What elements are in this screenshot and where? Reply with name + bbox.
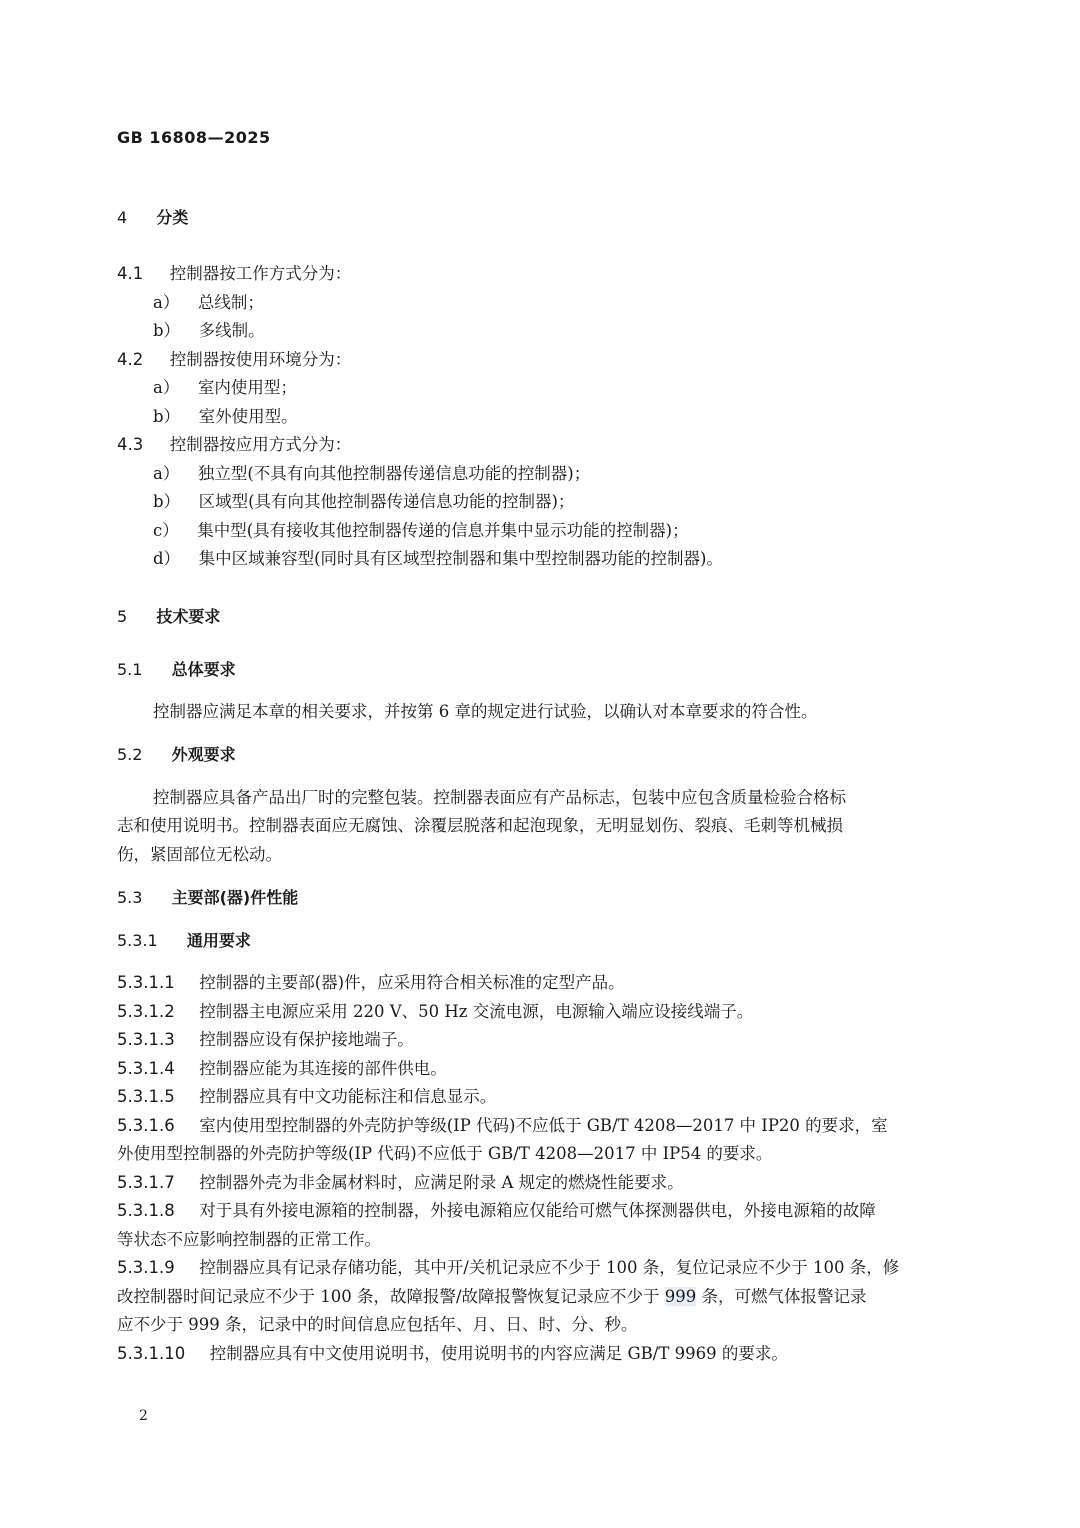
section-title: 技术要求 — [156, 607, 221, 626]
list-item — [153, 464, 590, 484]
list-text: 集中区域兼容型(同时具有区域型控制器和集中型控制器功能的控制器)。 — [198, 549, 723, 568]
clause-5-3-1-4 — [117, 1059, 447, 1079]
clause-text: 控制器应具有记录存储功能，其中开/关机记录应不少于 100 条，复位记录应不少于 100 条，修 — [199, 1258, 900, 1277]
clause-5-3-1-9-cont — [117, 1287, 867, 1307]
clause-text: 条，可燃气体报警记录 — [696, 1287, 867, 1306]
clause-number: 5.3.1.5 — [117, 1087, 175, 1106]
clause-5-1-heading — [117, 660, 236, 680]
clause-text: 控制器按使用环境分为： — [169, 350, 352, 369]
clause-5-2-heading — [117, 745, 236, 765]
clause-number: 5.3.1.6 — [117, 1116, 175, 1135]
clause-number: 5.2 — [117, 745, 143, 764]
clause-number: 5.3.1.10 — [117, 1344, 186, 1363]
list-label: c） — [153, 521, 179, 540]
list-label: a） — [153, 378, 180, 397]
list-item — [153, 549, 723, 569]
clause-text: 改控制器时间记录应不少于 100 条，故障报警/故障报警恢复记录应不少于 — [117, 1287, 665, 1306]
clause-text: 控制器主电源应采用 220 V、50 Hz 交流电源，电源输入端应设接线端子。 — [199, 1002, 754, 1021]
clause-number: 5.3.1.2 — [117, 1002, 175, 1021]
section-number: 5 — [117, 607, 128, 626]
clause-5-3-1-10 — [117, 1344, 788, 1364]
clause-5-3-1-9-cont: 应不少于 999 条，记录中的时间信息应包括年、月、日、时、分、秒。 — [117, 1315, 638, 1334]
clause-text: 控制器外壳为非金属材料时，应满足附录 A 规定的燃烧性能要求。 — [199, 1173, 684, 1192]
clause-5-3-1-1 — [117, 973, 625, 993]
clause-5-3-1-9 — [117, 1258, 899, 1278]
list-item — [153, 378, 297, 398]
list-text: 总线制； — [197, 293, 264, 312]
list-item — [153, 492, 574, 512]
list-label: b） — [153, 321, 181, 340]
clause-text: 控制器按工作方式分为： — [169, 264, 352, 283]
section-4-heading — [117, 208, 188, 228]
standard-code: GB 16808—2025 — [117, 128, 271, 147]
clause-text: 控制器应能为其连接的部件供电。 — [199, 1059, 447, 1078]
clause-4-2 — [117, 350, 351, 370]
clause-5-2-line: 控制器应具备产品出厂时的完整包装。控制器表面应有产品标志，包装中应包含质量检验合格标 — [153, 788, 846, 807]
clause-number: 5.3.1 — [117, 931, 158, 950]
section-title: 分类 — [156, 208, 189, 227]
clause-number: 5.3 — [117, 888, 143, 907]
clause-number: 5.3.1.9 — [117, 1258, 175, 1277]
clause-4-1 — [117, 264, 351, 284]
list-text: 多线制。 — [198, 321, 265, 340]
clause-text: 控制器应设有保护接地端子。 — [199, 1030, 414, 1049]
highlighted-number: 999 — [664, 1287, 697, 1306]
list-label: a） — [153, 464, 180, 483]
list-label: a） — [153, 293, 180, 312]
clause-5-3-1-8-cont: 等状态不应影响控制器的正常工作。 — [117, 1230, 381, 1249]
list-text: 区域型(具有向其他控制器传递信息功能的控制器)； — [198, 492, 575, 511]
list-text: 集中型(具有接收其他控制器传递的信息并集中显示功能的控制器)； — [197, 521, 689, 540]
list-label: b） — [153, 407, 181, 426]
list-item — [153, 321, 265, 341]
clause-number: 5.1 — [117, 660, 143, 679]
list-text: 室外使用型。 — [198, 407, 298, 426]
clause-5-3-1-heading — [117, 931, 251, 951]
clause-5-3-1-3 — [117, 1030, 414, 1050]
clause-number: 5.3.1.1 — [117, 973, 175, 992]
clause-5-2-line: 志和使用说明书。控制器表面应无腐蚀、涂覆层脱落和起泡现象，无明显划伤、裂痕、毛刺等机械损 — [117, 816, 843, 835]
clause-text: 室内使用型控制器的外壳防护等级(IP 代码)不应低于 GB/T 4208—2017 中 IP20 的要求，室 — [199, 1116, 888, 1135]
clause-number: 5.3.1.3 — [117, 1030, 175, 1049]
list-text: 室内使用型； — [197, 378, 297, 397]
clause-text: 控制器应具有中文使用说明书，使用说明书的内容应满足 GB/T 9969 的要求。 — [209, 1344, 788, 1363]
list-text: 独立型(不具有向其他控制器传递信息功能的控制器)； — [197, 464, 591, 483]
list-label: d） — [153, 549, 181, 568]
clause-number: 5.3.1.7 — [117, 1173, 175, 1192]
section-5-heading — [117, 607, 220, 627]
list-item — [153, 293, 264, 313]
clause-number: 4.3 — [117, 435, 144, 454]
clause-5-3-heading — [117, 888, 298, 908]
clause-5-3-1-2 — [117, 1002, 753, 1022]
clause-number: 4.2 — [117, 350, 144, 369]
clause-text: 控制器应具有中文功能标注和信息显示。 — [199, 1087, 497, 1106]
clause-title: 总体要求 — [171, 660, 236, 679]
page-number: 2 — [139, 1408, 148, 1424]
clause-title: 通用要求 — [186, 931, 251, 950]
list-item — [153, 521, 689, 541]
clause-5-3-1-7 — [117, 1173, 684, 1193]
clause-text: 对于具有外接电源箱的控制器，外接电源箱应仅能给可燃气体探测器供电，外接电源箱的故障 — [199, 1201, 876, 1220]
clause-5-3-1-5 — [117, 1087, 496, 1107]
clause-text: 控制器的主要部(器)件，应采用符合相关标准的定型产品。 — [199, 973, 625, 992]
clause-title: 主要部(器)件性能 — [171, 888, 299, 907]
clause-5-3-1-6 — [117, 1116, 888, 1136]
list-item — [153, 407, 298, 427]
clause-number: 4.1 — [117, 264, 144, 283]
list-label: b） — [153, 492, 181, 511]
clause-5-2-line: 伤，紧固部位无松动。 — [117, 845, 282, 864]
clause-number: 5.3.1.8 — [117, 1201, 175, 1220]
clause-4-3 — [117, 435, 351, 455]
clause-title: 外观要求 — [171, 745, 236, 764]
clause-number: 5.3.1.4 — [117, 1059, 175, 1078]
section-number: 4 — [117, 208, 128, 227]
clause-5-1-body: 控制器应满足本章的相关要求，并按第 6 章的规定进行试验，以确认对本章要求的符合性。 — [153, 702, 818, 721]
clause-5-3-1-6-cont: 外使用型控制器的外壳防护等级(IP 代码)不应低于 GB/T 4208—2017 中 IP54 的要求。 — [117, 1144, 773, 1163]
clause-5-3-1-8 — [117, 1201, 876, 1221]
clause-text: 控制器按应用方式分为： — [169, 435, 352, 454]
